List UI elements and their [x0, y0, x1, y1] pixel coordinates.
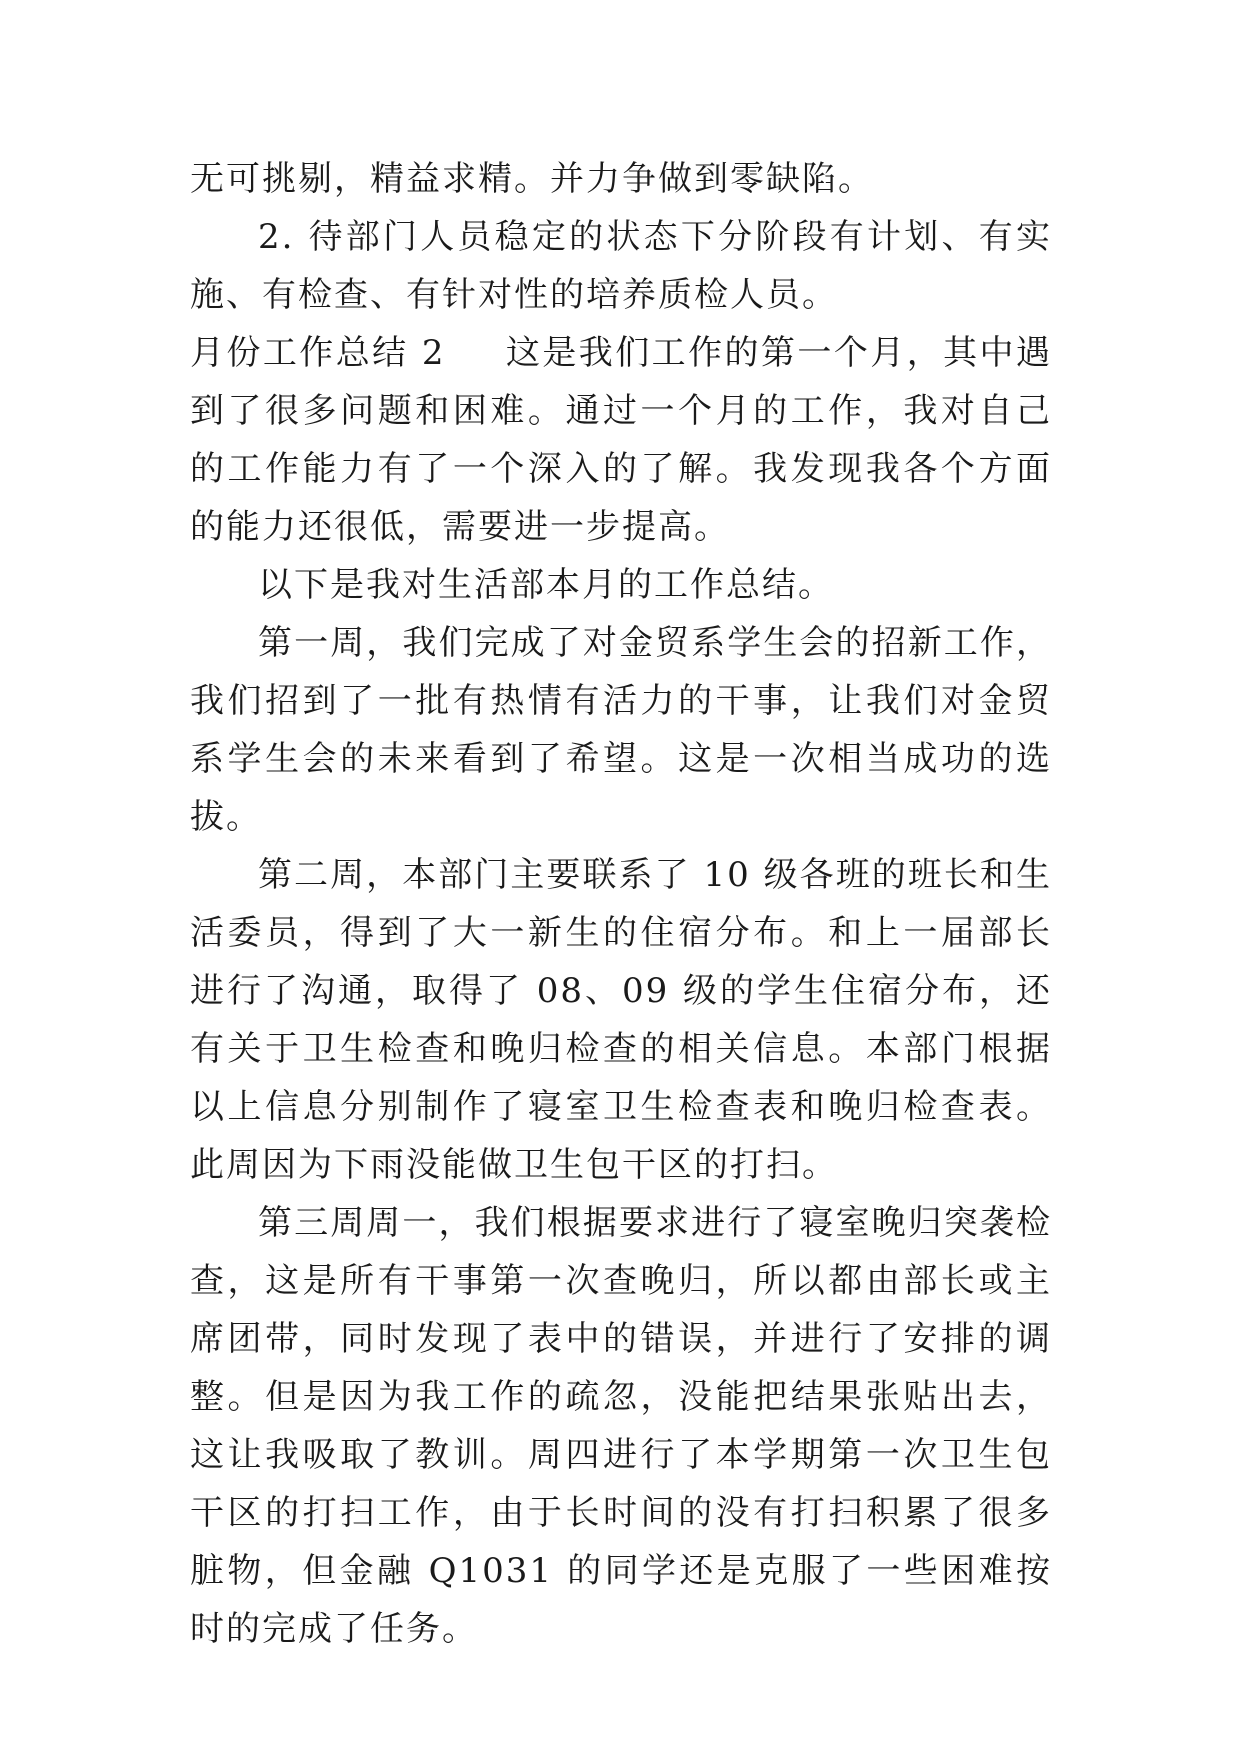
- paragraph-plan-item-2: 2. 待部门人员稳定的状态下分阶段有计划、有实施、有检查、有针对性的培养质检人员。: [190, 217, 1052, 315]
- section-heading: 月份工作总结 2: [190, 333, 446, 373]
- paragraph-summary-lead: 以下是我对生活部本月的工作总结。: [258, 565, 834, 605]
- paragraph-summary-intro: [190, 324, 1052, 556]
- document-body: [190, 150, 1052, 1658]
- paragraph-week-2: 第二周，本部门主要联系了 10 级各班的班长和生活委员，得到了大一新生的住宿分布。和上一届部长进行了沟通，取得了 08、09 级的学生住宿分布，还有关于卫生检查和晚归检查的相关信息。本部门根据以上信息分别制作了寝室卫生检查表和晚归检查表。此周因为下雨没能做卫生包干区的打扫。: [190, 855, 1052, 1185]
- paragraph-week-3: 第三周周一，我们根据要求进行了寝室晚归突袭检查，这是所有干事第一次查晚归，所以都由部长或主席团带，同时发现了表中的错误，并进行了安排的调整。但是因为我工作的疏忽，没能把结果张贴出去，这让我吸取了教训。周四进行了本学期第一次卫生包干区的打扫工作，由于长时间的没有打扫积累了很多脏物，但金融 Q1031 的同学还是克服了一些困难按时的完成了任务。: [190, 1203, 1052, 1649]
- paragraph-continuation: 无可挑剔，精益求精。并力争做到零缺陷。: [190, 159, 874, 199]
- paragraph-week-1: 第一周，我们完成了对金贸系学生会的招新工作，我们招到了一批有热情有活力的干事，让我们对金贸系学生会的未来看到了希望。这是一次相当成功的选拔。: [190, 623, 1052, 837]
- section-intro-text: 这是我们工作的第一个月，其中遇到了很多问题和困难。通过一个月的工作，我对自己的工作能力有了一个深入的了解。我发现我各个方面的能力还很低，需要进一步提高。: [190, 333, 1052, 547]
